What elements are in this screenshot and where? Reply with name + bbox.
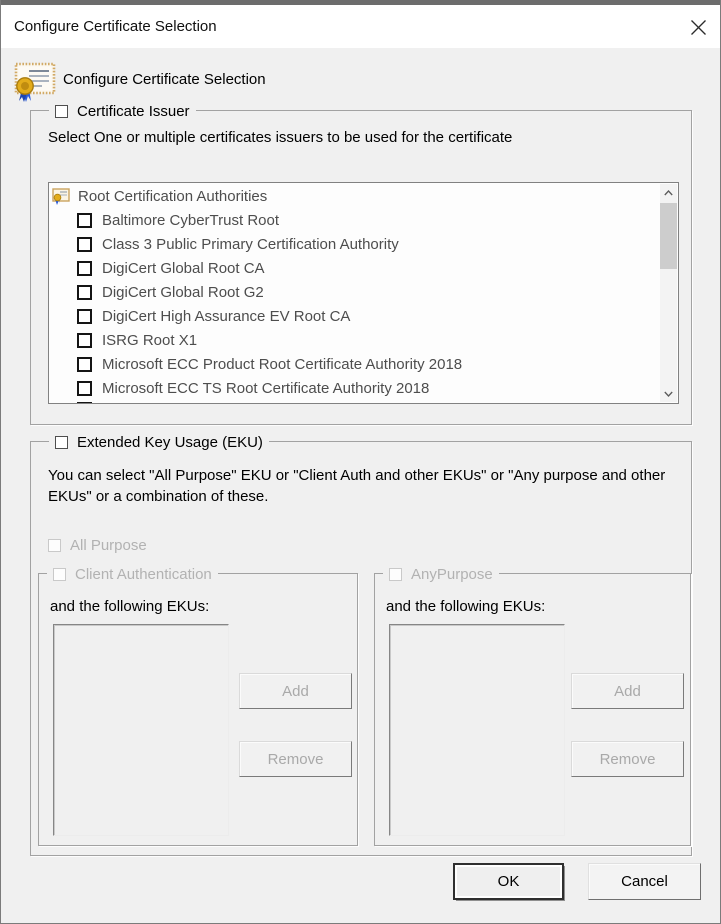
item-checkbox[interactable] (77, 237, 92, 252)
remove-button-label: Remove (599, 750, 656, 768)
list-item[interactable] (49, 304, 659, 328)
item-label: Baltimore CyberTrust Root (102, 211, 279, 229)
item-label: Class 3 Public Primary Certification Authority (102, 235, 399, 253)
item-label: DigiCert Global Root G2 (102, 283, 264, 301)
all-purpose-checkbox[interactable] (48, 539, 61, 552)
any-purpose-group (374, 565, 691, 846)
any-purpose-checkbox[interactable] (389, 568, 402, 581)
any-purpose-header (383, 565, 499, 583)
cancel-button-label: Cancel (621, 873, 668, 890)
window-title: Configure Certificate Selection (14, 18, 217, 35)
scrollbar-thumb[interactable] (660, 203, 677, 269)
eku-header (49, 433, 269, 451)
client-auth-remove-button[interactable] (239, 741, 352, 777)
certificate-issuer-checkbox[interactable] (55, 105, 68, 118)
list-item[interactable] (49, 280, 659, 304)
tree-root-row[interactable] (49, 184, 659, 208)
client-auth-group (38, 565, 358, 846)
item-label: Microsoft ECC Product Root Certificate Authority 2018 (102, 355, 463, 373)
scroll-up-button[interactable] (660, 184, 677, 201)
ok-button-label: OK (497, 873, 520, 890)
scrollbar[interactable] (660, 184, 677, 402)
list-item[interactable] (49, 256, 659, 280)
item-checkbox[interactable] (77, 261, 92, 276)
any-purpose-sublabel: and the following EKUs: (386, 598, 546, 615)
client-auth-label: Client Authentication (75, 565, 212, 583)
list-item[interactable] (49, 328, 659, 352)
item-checkbox[interactable] (77, 357, 92, 372)
certificate-issuer-label: Certificate Issuer (77, 102, 190, 120)
eku-description: You can select "All Purpose" EKU or "Client Auth and other EKUs" or "Any purpose and other EKUs" or a combination of these. (48, 467, 666, 505)
any-purpose-label: AnyPurpose (411, 565, 493, 583)
item-label: Microsoft ECC TS Root Certificate Authority 2018 (102, 379, 430, 397)
certificate-issuer-group (30, 102, 692, 425)
ok-button[interactable] (453, 863, 564, 900)
item-checkbox[interactable] (77, 402, 92, 404)
client-auth-sublabel: and the following EKUs: (50, 598, 210, 615)
client-auth-add-button[interactable] (239, 673, 352, 709)
list-item[interactable] (49, 376, 659, 400)
list-item[interactable] (49, 232, 659, 256)
issuer-list (48, 182, 679, 404)
client-auth-checkbox[interactable] (53, 568, 66, 581)
item-label: DigiCert High Assurance EV Root CA (102, 307, 351, 325)
eku-checkbox[interactable] (55, 436, 68, 449)
dialog-heading: Configure Certificate Selection (63, 71, 266, 88)
issuer-description: Select One or multiple certificates issuers to be used for the certificate (48, 129, 513, 146)
certificate-issuer-header (49, 102, 196, 120)
any-purpose-eku-list[interactable] (389, 624, 565, 836)
item-checkbox[interactable] (77, 381, 92, 396)
close-icon (690, 19, 707, 36)
certificate-small-icon (52, 188, 70, 205)
issuer-rows (49, 184, 659, 404)
tree-root-label: Root Certification Authorities (78, 187, 268, 205)
scroll-down-button[interactable] (660, 385, 677, 402)
item-label: DigiCert Global Root CA (102, 259, 265, 277)
chevron-down-icon (664, 391, 673, 397)
item-label: ISRG Root X1 (102, 331, 198, 349)
certificate-icon (14, 60, 56, 102)
titlebar[interactable] (1, 5, 720, 48)
any-purpose-add-button[interactable] (571, 673, 684, 709)
cancel-button[interactable] (588, 863, 701, 900)
client-auth-header (47, 565, 218, 583)
eku-label: Extended Key Usage (EKU) (77, 433, 263, 451)
chevron-up-icon (664, 190, 673, 196)
item-checkbox[interactable] (77, 309, 92, 324)
all-purpose-label: All Purpose (70, 537, 147, 554)
list-item[interactable] (49, 208, 659, 232)
remove-button-label: Remove (267, 750, 324, 768)
eku-group (30, 433, 692, 856)
client-auth-eku-list[interactable] (53, 624, 229, 836)
list-item[interactable] (49, 352, 659, 376)
item-checkbox[interactable] (77, 213, 92, 228)
list-item-partial[interactable] (49, 400, 659, 404)
all-purpose-row (48, 537, 147, 554)
item-checkbox[interactable] (77, 285, 92, 300)
add-button-label: Add (282, 682, 309, 700)
any-purpose-remove-button[interactable] (571, 741, 684, 777)
item-checkbox[interactable] (77, 333, 92, 348)
add-button-label: Add (614, 682, 641, 700)
close-button[interactable] (680, 12, 716, 42)
